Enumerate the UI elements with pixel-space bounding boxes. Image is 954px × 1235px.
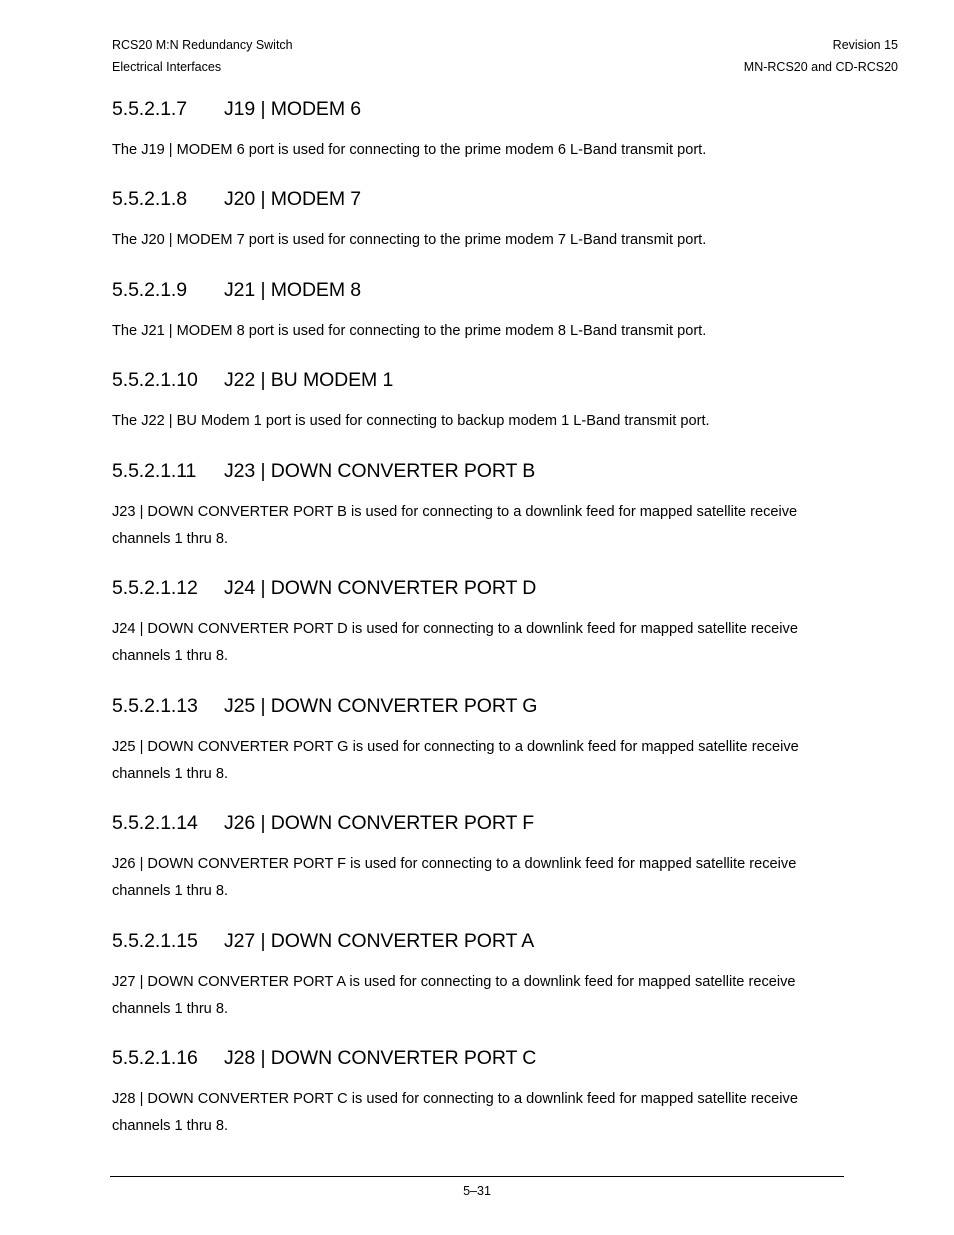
section-number: 5.5.2.1.11: [112, 460, 197, 482]
section-number: 5.5.2.1.9: [112, 279, 187, 301]
section-heading: [112, 459, 832, 483]
page-number: 5–31: [463, 1184, 491, 1198]
section-number: 5.5.2.1.10: [112, 369, 198, 391]
section-j22: [112, 368, 832, 435]
section-title: J26 | DOWN CONVERTER PORT F: [224, 812, 535, 834]
section-body: J24 | DOWN CONVERTER PORT D is used for connecting to a downlink feed for mapped satellite receive channels 1 thru 8.: [112, 621, 798, 664]
section-title: J22 | BU MODEM 1: [224, 369, 394, 391]
section-heading: [112, 187, 832, 211]
section-title: J27 | DOWN CONVERTER PORT A: [224, 930, 535, 952]
header-revision: Revision 15: [832, 38, 898, 52]
section-j23: [112, 459, 832, 553]
section-j25: [112, 694, 832, 788]
footer-divider: [110, 1176, 844, 1177]
section-heading: [112, 278, 832, 302]
section-j21: [112, 278, 832, 345]
section-body: J28 | DOWN CONVERTER PORT C is used for connecting to a downlink feed for mapped satellite receive channels 1 thru 8.: [112, 1091, 798, 1134]
section-body: J23 | DOWN CONVERTER PORT B is used for connecting to a downlink feed for mapped satellite receive channels 1 thru 8.: [112, 504, 798, 547]
section-body: The J21 | MODEM 8 port is used for connecting to the prime modem 8 L-Band transmit port.: [112, 323, 707, 339]
section-title: J19 | MODEM 6: [224, 98, 362, 120]
section-heading: [112, 97, 832, 121]
section-j28: [112, 1046, 832, 1140]
section-number: 5.5.2.1.7: [112, 98, 187, 120]
section-title: J21 | MODEM 8: [224, 279, 362, 301]
section-body: J25 | DOWN CONVERTER PORT G is used for connecting to a downlink feed for mapped satellite receive channels 1 thru 8.: [112, 739, 799, 782]
section-j20: [112, 187, 832, 254]
header-product-name: RCS20 M:N Redundancy Switch: [112, 38, 293, 52]
section-heading: [112, 368, 832, 392]
section-title: J20 | MODEM 7: [224, 188, 362, 210]
section-heading: [112, 1046, 832, 1070]
header-chapter-title: Electrical Interfaces: [112, 60, 222, 74]
section-heading: [112, 694, 832, 718]
section-heading: [112, 929, 832, 953]
section-j24: [112, 576, 832, 670]
section-body: The J19 | MODEM 6 port is used for connecting to the prime modem 6 L-Band transmit port.: [112, 142, 707, 158]
header-document-number: MN-RCS20 and CD-RCS20: [743, 60, 898, 74]
section-heading: [112, 576, 832, 600]
section-j26: [112, 811, 832, 905]
section-title: J24 | DOWN CONVERTER PORT D: [224, 577, 537, 599]
section-j27: [112, 929, 832, 1023]
section-title: J25 | DOWN CONVERTER PORT G: [224, 695, 538, 717]
section-body: The J20 | MODEM 7 port is used for connecting to the prime modem 7 L-Band transmit port.: [112, 232, 707, 248]
section-heading: [112, 811, 832, 835]
section-body: J27 | DOWN CONVERTER PORT A is used for connecting to a downlink feed for mapped satellite receive channels 1 thru 8.: [112, 974, 796, 1017]
section-body: J26 | DOWN CONVERTER PORT F is used for connecting to a downlink feed for mapped satellite receive channels 1 thru 8.: [112, 856, 797, 899]
section-title: J28 | DOWN CONVERTER PORT C: [224, 1047, 537, 1069]
section-title: J23 | DOWN CONVERTER PORT B: [224, 460, 536, 482]
section-number: 5.5.2.1.12: [112, 577, 198, 599]
section-number: 5.5.2.1.13: [112, 695, 198, 717]
section-number: 5.5.2.1.15: [112, 930, 198, 952]
section-number: 5.5.2.1.14: [112, 812, 198, 834]
section-body: The J22 | BU Modem 1 port is used for connecting to backup modem 1 L-Band transmit port.: [112, 413, 710, 429]
section-number: 5.5.2.1.8: [112, 188, 187, 210]
section-j19: [112, 97, 832, 164]
section-number: 5.5.2.1.16: [112, 1047, 198, 1069]
